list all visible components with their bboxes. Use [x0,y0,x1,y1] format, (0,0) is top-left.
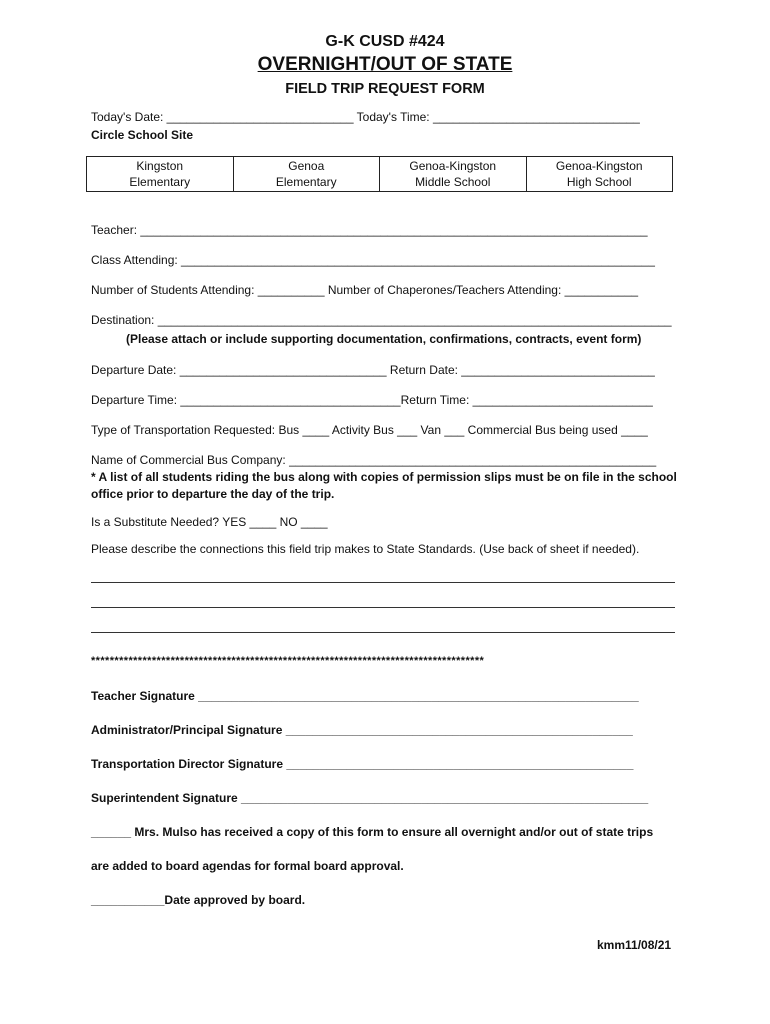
school-name-line-1: Kingston [136,159,184,173]
school-option-genoa-elementary[interactable] [233,157,380,192]
school-name-line-2: Middle School [415,175,491,189]
school-name-line-1: Genoa [288,159,325,173]
class-attending-field[interactable]: Class Attending: _______________________________________________________________________ [91,253,655,267]
state-standards-prompt: Please describe the connections this field trip makes to State Standards. (Use back of sheet if needed). [91,542,640,556]
footer-revision-code: kmm11/08/21 [597,938,672,952]
school-site-table [86,156,673,192]
departure-return-date-field[interactable]: Departure Date: _______________________________ Return Date: _____________________________ [91,363,655,377]
form-title: OVERNIGHT/OUT OF STATE [257,54,513,75]
school-name-line-2: High School [566,175,632,189]
school-name-line-1: Genoa-Kingston [555,159,643,173]
school-option-kingston-elementary[interactable] [87,157,234,192]
district-name: G-K CUSD #424 [325,33,445,50]
permission-slip-note: * A list of all students riding the bus along with copies of permission slips must be on file in the school [91,470,677,484]
superintendent-signature-field[interactable]: Superintendent Signature _____________________________________________________________ [91,791,649,805]
school-name-line-1: Genoa-Kingston [409,159,497,173]
standards-answer-line[interactable] [91,582,675,583]
school-name-line-2: Elementary [129,175,191,189]
school-option-gk-high-school[interactable] [526,157,673,192]
board-approval-date-field[interactable]: ___________Date approved by board. [91,893,306,907]
documentation-note: (Please attach or include supporting documentation, confirmations, contracts, event form) [126,332,642,346]
date-time-line[interactable]: Today's Date: ____________________________ Today's Time: _______________________________ [91,110,640,124]
mulso-acknowledgement[interactable]: ______ Mrs. Mulso has received a copy of this form to ensure all overnight and/or out of state trips [91,825,654,839]
school-name-line-2: Elementary [275,175,337,189]
mulso-acknowledgement-continued: are added to board agendas for formal board approval. [91,859,404,873]
attendance-counts-field[interactable]: Number of Students Attending: __________ Number of Chaperones/Teachers Attending: ___________ [91,283,639,297]
standards-answer-line[interactable] [91,632,675,633]
school-option-gk-middle-school[interactable] [380,157,527,192]
permission-slip-note-continued: office prior to departure the day of the trip. [91,487,335,501]
transportation-director-signature-field[interactable]: Transportation Director Signature ____________________________________________________ [91,757,634,771]
commercial-bus-company-field[interactable]: Name of Commercial Bus Company: _______________________________________________________ [91,453,657,467]
transportation-type-field[interactable]: Type of Transportation Requested: Bus ____ Activity Bus ___ Van ___ Commercial Bus being used ____ [91,423,648,437]
teacher-signature-field[interactable]: Teacher Signature __________________________________________________________________ [91,689,639,703]
form-subtitle: FIELD TRIP REQUEST FORM [285,81,485,97]
circle-school-label: Circle School Site [91,128,194,142]
destination-field[interactable]: Destination: _____________________________________________________________________________ [91,313,672,327]
section-divider-stars: ************************************************************************************ [91,655,485,667]
teacher-field[interactable]: Teacher: ____________________________________________________________________________ [91,223,648,237]
departure-return-time-field[interactable]: Departure Time: _________________________________Return Time: ___________________________ [91,393,653,407]
substitute-needed-field[interactable]: Is a Substitute Needed? YES ____ NO ____ [91,515,328,529]
standards-answer-line[interactable] [91,607,675,608]
administrator-signature-field[interactable]: Administrator/Principal Signature ____________________________________________________ [91,723,633,737]
